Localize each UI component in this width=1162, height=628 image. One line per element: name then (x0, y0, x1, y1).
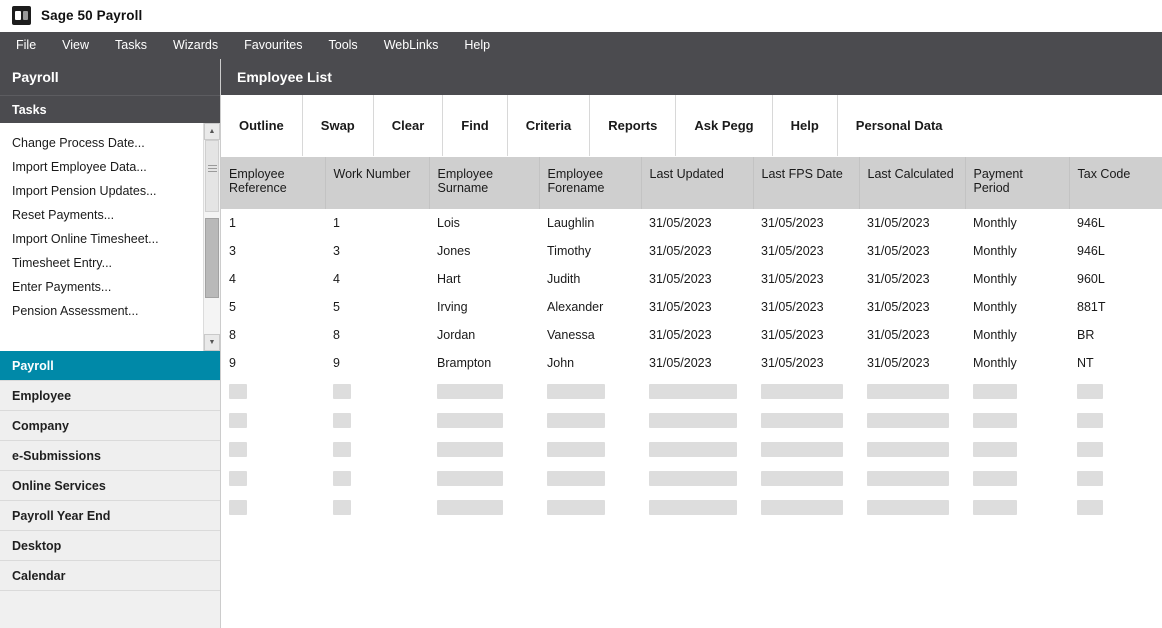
cell-employee-reference: 5 (221, 293, 325, 321)
placeholder-cell (641, 377, 753, 406)
placeholder-cell (429, 464, 539, 493)
cell-last-fps-date: 31/05/2023 (753, 321, 859, 349)
sidebar-item-calendar[interactable]: Calendar (0, 561, 220, 591)
placeholder-cell (641, 464, 753, 493)
placeholder-cell (753, 377, 859, 406)
placeholder-cell (753, 435, 859, 464)
cell-last-fps-date: 31/05/2023 (753, 349, 859, 377)
cell-last-updated: 31/05/2023 (641, 265, 753, 293)
table-row-placeholder[interactable] (221, 435, 1162, 464)
cell-work-number: 8 (325, 321, 429, 349)
placeholder-cell (859, 464, 965, 493)
cell-employee-surname: Jordan (429, 321, 539, 349)
toolbar (221, 95, 1162, 157)
cell-last-updated: 31/05/2023 (641, 237, 753, 265)
cell-last-calculated: 31/05/2023 (859, 349, 965, 377)
cell-work-number: 4 (325, 265, 429, 293)
placeholder-cell (429, 377, 539, 406)
cell-work-number: 1 (325, 209, 429, 237)
scrollbar-thumb[interactable] (205, 218, 219, 298)
cell-employee-reference: 1 (221, 209, 325, 237)
column-header-employee-forename[interactable]: Employee Forename (539, 157, 641, 209)
placeholder-cell (641, 435, 753, 464)
placeholder-cell (753, 464, 859, 493)
column-header-last-updated[interactable]: Last Updated (641, 157, 753, 209)
reports-button[interactable]: Reports (590, 95, 676, 156)
column-header-employee-surname[interactable]: Employee Surname (429, 157, 539, 209)
tasks-scroll-area (0, 123, 220, 351)
cell-work-number: 3 (325, 237, 429, 265)
placeholder-cell (539, 464, 641, 493)
cell-last-calculated: 31/05/2023 (859, 209, 965, 237)
sidebar-item-employee[interactable]: Employee (0, 381, 220, 411)
cell-employee-reference: 3 (221, 237, 325, 265)
menu-item-weblinks[interactable]: WebLinks (383, 38, 439, 52)
column-header-tax-code[interactable]: Tax Code (1069, 157, 1162, 209)
menu-item-view[interactable]: View (62, 38, 90, 52)
menu-item-tasks[interactable]: Tasks (115, 38, 147, 52)
task-item-import-pension-updates[interactable]: Import Pension Updates... (12, 184, 157, 198)
column-header-employee-reference[interactable]: Employee Reference (221, 157, 325, 209)
cell-tax-code: 881T (1069, 293, 1162, 321)
cell-tax-code: 946L (1069, 209, 1162, 237)
placeholder-cell (221, 435, 325, 464)
tasks-section-header: Tasks (0, 95, 220, 123)
placeholder-cell (1069, 464, 1162, 493)
placeholder-cell (539, 493, 641, 522)
tasks-list (0, 123, 203, 351)
swap-button[interactable]: Swap (303, 95, 374, 156)
menu-bar (0, 32, 1162, 59)
task-item-import-online-timesheet[interactable]: Import Online Timesheet... (12, 232, 159, 246)
column-header-payment-period[interactable]: Payment Period (965, 157, 1069, 209)
employee-table (221, 157, 1162, 522)
scrollbar-thumb-upper[interactable] (205, 140, 219, 212)
sidebar-item-desktop[interactable]: Desktop (0, 531, 220, 561)
cell-tax-code: BR (1069, 321, 1162, 349)
task-item-pension-assessment[interactable]: Pension Assessment... (12, 304, 139, 318)
placeholder-cell (429, 493, 539, 522)
cell-last-fps-date: 31/05/2023 (753, 237, 859, 265)
placeholder-cell (859, 377, 965, 406)
placeholder-cell (325, 464, 429, 493)
cell-employee-surname: Brampton (429, 349, 539, 377)
column-header-work-number[interactable]: Work Number (325, 157, 429, 209)
outline-button[interactable]: Outline (221, 95, 303, 156)
placeholder-cell (325, 406, 429, 435)
placeholder-cell (539, 377, 641, 406)
cell-employee-surname: Jones (429, 237, 539, 265)
cell-last-updated: 31/05/2023 (641, 209, 753, 237)
cell-work-number: 5 (325, 293, 429, 321)
cell-last-calculated: 31/05/2023 (859, 293, 965, 321)
sidebar-item-payroll[interactable]: Payroll (0, 351, 220, 381)
placeholder-cell (221, 493, 325, 522)
placeholder-cell (641, 493, 753, 522)
table-row-placeholder[interactable] (221, 464, 1162, 493)
scrollbar-grip-icon (208, 165, 217, 172)
placeholder-cell (325, 493, 429, 522)
table-row-placeholder[interactable] (221, 406, 1162, 435)
task-item-change-process-date[interactable]: Change Process Date... (12, 136, 145, 150)
cell-last-updated: 31/05/2023 (641, 349, 753, 377)
cell-tax-code: NT (1069, 349, 1162, 377)
find-button[interactable]: Find (443, 95, 507, 156)
placeholder-cell (1069, 406, 1162, 435)
tasks-scrollbar[interactable] (203, 123, 220, 351)
cell-employee-forename: John (539, 349, 641, 377)
cell-last-updated: 31/05/2023 (641, 321, 753, 349)
personal-data-button[interactable]: Personal Data (855, 118, 943, 133)
table-row[interactable] (221, 209, 1162, 237)
cell-work-number: 9 (325, 349, 429, 377)
placeholder-cell (221, 406, 325, 435)
placeholder-cell (859, 435, 965, 464)
sidebar-item-payroll-year-end[interactable]: Payroll Year End (0, 501, 220, 531)
placeholder-cell (1069, 493, 1162, 522)
sidebar-item-online-services[interactable]: Online Services (0, 471, 220, 501)
table-row[interactable] (221, 349, 1162, 377)
placeholder-cell (539, 406, 641, 435)
cell-last-calculated: 31/05/2023 (859, 265, 965, 293)
chevron-down-icon[interactable]: ▼ (204, 334, 220, 351)
column-header-last-calculated[interactable]: Last Calculated (859, 157, 965, 209)
page-title: Employee List (221, 59, 1162, 95)
panel-header-payroll: Payroll (0, 59, 220, 95)
main-content (221, 59, 1162, 628)
employee-list-grid[interactable] (221, 157, 1162, 628)
placeholder-cell (965, 377, 1069, 406)
menu-item-favourites[interactable]: Favourites (244, 38, 303, 52)
body-split (0, 59, 1162, 628)
chevron-up-icon[interactable]: ▲ (204, 123, 220, 140)
placeholder-cell (221, 377, 325, 406)
cell-last-fps-date: 31/05/2023 (753, 293, 859, 321)
placeholder-cell (325, 435, 429, 464)
cell-last-calculated: 31/05/2023 (859, 321, 965, 349)
cell-payment-period: Monthly (965, 237, 1069, 265)
table-row-placeholder[interactable] (221, 493, 1162, 522)
clear-button[interactable]: Clear (374, 95, 444, 156)
menu-item-help[interactable]: Help (464, 38, 491, 52)
placeholder-cell (539, 435, 641, 464)
task-item-reset-payments[interactable]: Reset Payments... (12, 208, 115, 222)
sidebar-item-e-submissions[interactable]: e-Submissions (0, 441, 220, 471)
cell-employee-surname: Hart (429, 265, 539, 293)
placeholder-cell (859, 406, 965, 435)
cell-payment-period: Monthly (965, 265, 1069, 293)
placeholder-cell (429, 435, 539, 464)
cell-last-fps-date: 31/05/2023 (753, 209, 859, 237)
task-item-enter-payments[interactable]: Enter Payments... (12, 280, 112, 294)
placeholder-cell (641, 406, 753, 435)
task-item-import-employee-data[interactable]: Import Employee Data... (12, 160, 147, 174)
cell-tax-code: 946L (1069, 237, 1162, 265)
help-button[interactable]: Help (773, 95, 838, 156)
cell-employee-forename: Vanessa (539, 321, 641, 349)
menu-item-file[interactable]: File (16, 38, 37, 52)
cell-employee-forename: Alexander (539, 293, 641, 321)
menu-item-wizards[interactable]: Wizards (172, 38, 219, 52)
cell-employee-surname: Irving (429, 293, 539, 321)
placeholder-cell (221, 464, 325, 493)
cell-last-updated: 31/05/2023 (641, 293, 753, 321)
window-title: Sage 50 Payroll (41, 8, 143, 23)
cell-payment-period: Monthly (965, 349, 1069, 377)
cell-tax-code: 960L (1069, 265, 1162, 293)
placeholder-cell (965, 464, 1069, 493)
cell-payment-period: Monthly (965, 293, 1069, 321)
table-header-row (221, 157, 1162, 209)
placeholder-cell (965, 493, 1069, 522)
placeholder-cell (1069, 435, 1162, 464)
placeholder-cell (753, 406, 859, 435)
cell-employee-forename: Laughlin (539, 209, 641, 237)
column-header-last-fps-date[interactable]: Last FPS Date (753, 157, 859, 209)
placeholder-cell (965, 406, 1069, 435)
cell-last-calculated: 31/05/2023 (859, 237, 965, 265)
placeholder-cell (965, 435, 1069, 464)
cell-employee-reference: 4 (221, 265, 325, 293)
navigation-list (0, 351, 220, 628)
menu-item-tools[interactable]: Tools (328, 38, 358, 52)
table-row[interactable] (221, 293, 1162, 321)
placeholder-cell (753, 493, 859, 522)
cell-last-fps-date: 31/05/2023 (753, 265, 859, 293)
cell-employee-forename: Judith (539, 265, 641, 293)
table-row[interactable] (221, 321, 1162, 349)
table-row-placeholder[interactable] (221, 377, 1162, 406)
placeholder-cell (1069, 377, 1162, 406)
cell-payment-period: Monthly (965, 321, 1069, 349)
task-item-timesheet-entry[interactable]: Timesheet Entry... (12, 256, 113, 270)
placeholder-cell (429, 406, 539, 435)
cell-employee-forename: Timothy (539, 237, 641, 265)
sage-app-icon (12, 6, 31, 25)
cell-employee-reference: 8 (221, 321, 325, 349)
ask-pegg-button[interactable]: Ask Pegg (676, 95, 772, 156)
table-row[interactable] (221, 237, 1162, 265)
placeholder-cell (859, 493, 965, 522)
cell-employee-surname: Lois (429, 209, 539, 237)
criteria-button[interactable]: Criteria (508, 95, 591, 156)
cell-employee-reference: 9 (221, 349, 325, 377)
left-navigation-panel (0, 59, 221, 628)
sidebar-item-company[interactable]: Company (0, 411, 220, 441)
cell-payment-period: Monthly (965, 209, 1069, 237)
placeholder-cell (325, 377, 429, 406)
table-row[interactable] (221, 265, 1162, 293)
title-bar (0, 0, 1162, 32)
